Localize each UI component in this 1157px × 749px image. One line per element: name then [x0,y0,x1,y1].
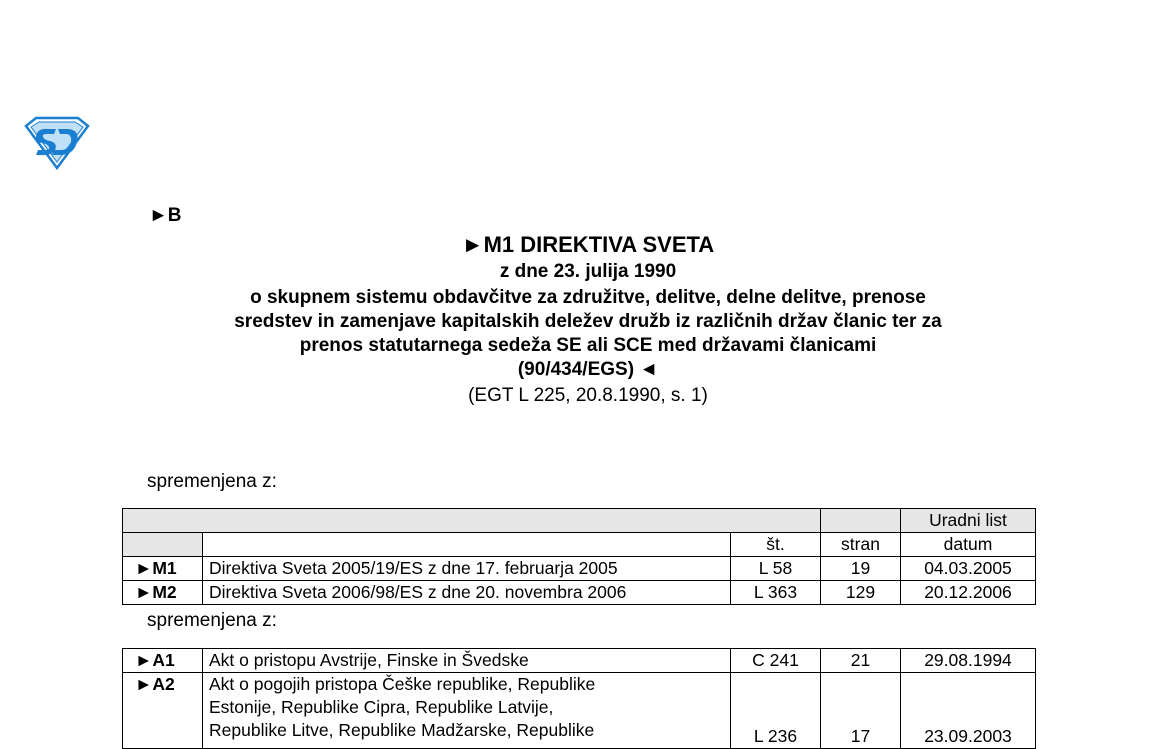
amended-by-label-2: spremenjena z: [147,610,277,631]
table-row [123,581,1036,605]
amendment-page: 129 [821,581,901,605]
directive-subject-line-2: sredstev in zamenjave kapitalskih deležev družb iz različnih držav članic ter za [234,311,942,332]
directive-reference: (EGT L 225, 20.8.1990, s. 1) [468,385,708,406]
table-header-row [123,509,1036,533]
amendment-date: 20.12.2006 [901,581,1036,605]
amendment-marker: ►M2 [123,581,203,605]
accession-date: 23.09.2003 [901,673,1036,749]
date-header: datum [901,533,1036,557]
directive-date: z dne 23. julija 1990 [499,261,677,282]
accession-number: L 236 [731,673,821,749]
amendment-marker: ►M1 [123,557,203,581]
accession-page: 21 [821,649,901,673]
page-header: stran [821,533,901,557]
logo-icon [22,116,92,170]
directive-number: (90/434/EGS) ◄ [517,359,659,380]
accession-text [203,673,731,749]
amendment-text: Direktiva Sveta 2006/98/ES z dne 20. novembra 2006 [203,581,731,605]
amendment-number: L 58 [731,557,821,581]
amendment-number: L 363 [731,581,821,605]
amendment-page: 19 [821,557,901,581]
accession-text: Akt o pristopu Avstrije, Finske in Švedske [203,649,731,673]
directive-subject-line-1: o skupnem sistemu obdavčitve za združitve, delitve, delne delitve, prenose [250,287,926,308]
accession-number: C 241 [731,649,821,673]
number-header: št. [731,533,821,557]
accession-text-line: Estonije, Republike Cipra, Republike Latvije, [209,697,554,717]
amendment-date: 04.03.2005 [901,557,1036,581]
amended-by-label: spremenjena z: [147,471,277,492]
document-title-block [130,231,1046,409]
amendments-table [122,508,1036,605]
official-journal-header: Uradni list [901,509,1036,533]
base-act-marker: ►B [149,205,182,226]
table-row [123,557,1036,581]
accession-date: 29.08.1994 [901,649,1036,673]
accession-text-line: Akt o pogojih pristopa Češke republike, Republike [209,674,596,694]
amendment-text: Direktiva Sveta 2005/19/ES z dne 17. februarja 2005 [203,557,731,581]
table-subheader-row [123,533,1036,557]
accession-marker: ►A1 [123,649,203,673]
directive-subject-line-3: prenos statutarnega sedeža SE ali SCE med državami članicami [299,335,877,356]
accession-text-line: Republike Litve, Republike Madžarske, Republike [209,720,595,740]
directive-title: ►M1 DIREKTIVA SVETA [461,232,715,257]
accessions-table [122,648,1036,749]
accession-page: 17 [821,673,901,749]
table-row [123,673,1036,749]
accession-marker: ►A2 [123,673,203,749]
table-row [123,649,1036,673]
